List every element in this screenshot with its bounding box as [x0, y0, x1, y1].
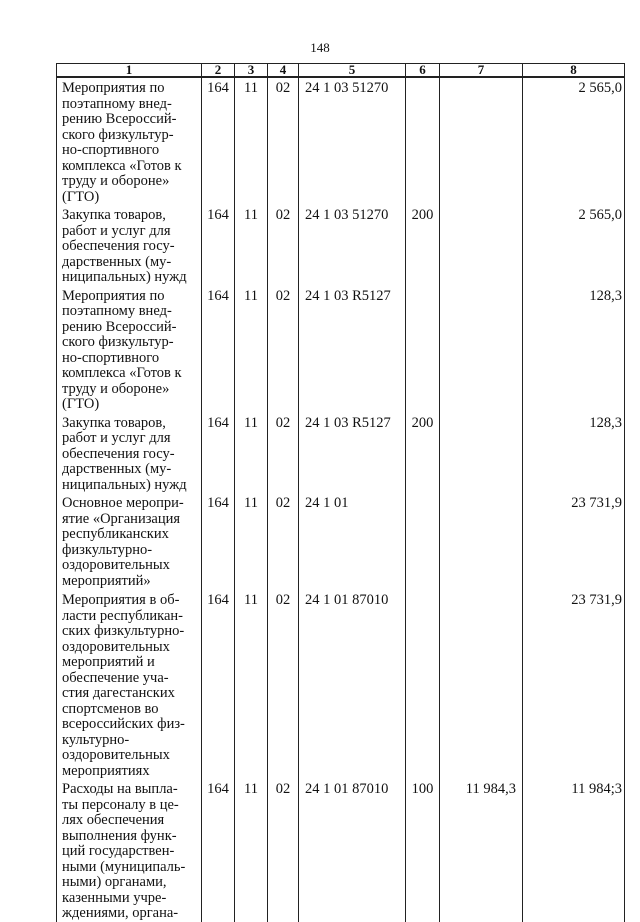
- target-article-code: 24 1 01 87010: [299, 779, 406, 922]
- description-line: мероприятиях: [62, 762, 150, 779]
- row-description: [57, 590, 202, 779]
- ministry-code: 164: [202, 493, 235, 590]
- amount-col8: 2 565,0: [523, 77, 625, 205]
- row-description: [57, 205, 202, 286]
- description-line: оздоровительных: [62, 747, 170, 763]
- section-code: 11: [235, 77, 268, 205]
- col-header-3: 3: [235, 64, 268, 78]
- description-line: оздоровительных: [62, 557, 170, 573]
- description-line: стия дагестанских: [62, 685, 175, 701]
- description-line: мероприятий и: [62, 654, 155, 670]
- description-line: Мероприятия в об-: [62, 592, 180, 608]
- description-line: Закупка товаров,: [62, 414, 166, 431]
- expense-type-code: 100: [406, 779, 440, 922]
- row-description: [57, 286, 202, 413]
- description-line: физкультурно-: [62, 541, 153, 558]
- description-line: Основное меропри-: [62, 495, 184, 511]
- subsection-code: 02: [268, 493, 299, 590]
- description-line: спортсменов во: [62, 700, 159, 717]
- section-code: 11: [235, 493, 268, 590]
- description-line: Закупка товаров,: [62, 207, 166, 223]
- amount-col7: [440, 205, 523, 286]
- expense-type-code: [406, 590, 440, 779]
- description-line: выполнения функ-: [62, 827, 177, 844]
- table-row: [57, 205, 625, 286]
- amount-col7: [440, 590, 523, 779]
- ministry-code: 164: [202, 779, 235, 922]
- subsection-code: 02: [268, 779, 299, 922]
- description-line: дарственных (му-: [62, 461, 172, 477]
- target-article-code: 24 1 01 87010: [299, 590, 406, 779]
- subsection-code: 02: [268, 590, 299, 779]
- page-number: 148: [310, 40, 330, 55]
- description-line: труду и обороне»: [62, 380, 170, 397]
- description-line: Мероприятия по: [62, 287, 165, 304]
- col-header-4: 4: [268, 64, 299, 78]
- description-line: ными) органами,: [62, 874, 167, 890]
- description-line: труду и обороне»: [62, 173, 170, 189]
- amount-col8: 23 731,9: [523, 493, 625, 590]
- amount-col7: 11 984,3: [440, 779, 523, 922]
- budget-table: [56, 63, 625, 922]
- description-line: работ и услуг для: [62, 222, 171, 239]
- description-line: но-спортивного: [62, 349, 160, 366]
- table-row: [57, 77, 625, 205]
- description-line: поэтапному внед-: [62, 303, 172, 319]
- target-article-code: 24 1 03 R5127: [299, 286, 406, 413]
- description-line: комплекса «Готов к: [62, 157, 182, 174]
- target-article-code: 24 1 03 51270: [299, 205, 406, 286]
- expense-type-code: [406, 493, 440, 590]
- table-row: [57, 286, 625, 413]
- expense-type-code: 200: [406, 413, 440, 494]
- amount-col7: [440, 286, 523, 413]
- col-header-7: 7: [440, 64, 523, 78]
- row-description: [57, 493, 202, 590]
- col-header-5: 5: [299, 64, 406, 78]
- description-line: работ и услуг для: [62, 430, 171, 446]
- amount-col8: 128,3: [523, 413, 625, 494]
- subsection-code: 02: [268, 413, 299, 494]
- description-line: рению Всероссий-: [62, 111, 177, 127]
- section-code: 11: [235, 413, 268, 494]
- description-line: ниципальных) нужд: [62, 269, 187, 285]
- amount-col8: 128,3: [523, 286, 625, 413]
- section-code: 11: [235, 286, 268, 413]
- description-line: ского физкультур-: [62, 126, 174, 143]
- subsection-code: 02: [268, 286, 299, 413]
- target-article-code: 24 1 03 51270: [299, 77, 406, 205]
- row-description: [57, 779, 202, 922]
- description-line: (ГТО): [62, 396, 100, 412]
- description-line: ждениями, органа-: [62, 905, 179, 921]
- expense-type-code: 200: [406, 205, 440, 286]
- description-line: рению Всероссий-: [62, 318, 177, 335]
- description-line: дарственных (му-: [62, 253, 172, 270]
- target-article-code: 24 1 01: [299, 493, 406, 590]
- amount-col7: [440, 493, 523, 590]
- amount-col8: 2 565,0: [523, 205, 625, 286]
- amount-col7: [440, 77, 523, 205]
- amount-col8: 23 731,9: [523, 590, 625, 779]
- description-line: всероссийских физ-: [62, 716, 185, 732]
- section-code: 11: [235, 590, 268, 779]
- description-line: ласти республикан-: [62, 607, 183, 624]
- description-line: поэтапному внед-: [62, 95, 172, 112]
- description-line: ций государствен-: [62, 843, 175, 859]
- row-description: [57, 77, 202, 205]
- description-line: культурно-: [62, 731, 130, 748]
- description-line: но-спортивного: [62, 142, 160, 158]
- col-header-2: 2: [202, 64, 235, 78]
- description-line: республиканских: [62, 526, 169, 542]
- ministry-code: 164: [202, 205, 235, 286]
- section-code: 11: [235, 205, 268, 286]
- amount-col8: 11 984;3: [523, 779, 625, 922]
- description-line: обеспечения госу-: [62, 238, 175, 254]
- description-line: обеспечение уча-: [62, 669, 169, 686]
- description-line: Расходы на выпла-: [62, 781, 178, 797]
- description-line: обеспечения госу-: [62, 445, 175, 462]
- col-header-8: 8: [523, 64, 625, 78]
- description-line: оздоровительных: [62, 638, 170, 655]
- ministry-code: 164: [202, 286, 235, 413]
- col-header-6: 6: [406, 64, 440, 78]
- ministry-code: 164: [202, 413, 235, 494]
- description-line: ятие «Организация: [62, 510, 181, 527]
- description-line: ского физкультур-: [62, 334, 174, 350]
- description-line: ских физкультурно-: [62, 623, 185, 639]
- ministry-code: 164: [202, 590, 235, 779]
- header-row: [57, 64, 625, 78]
- description-line: казенными учре-: [62, 889, 167, 906]
- description-line: комплекса «Готов к: [62, 365, 182, 381]
- table-row: [57, 413, 625, 494]
- amount-col7: [440, 413, 523, 494]
- ministry-code: 164: [202, 77, 235, 205]
- description-line: ниципальных) нужд: [62, 476, 187, 493]
- table-row: [57, 779, 625, 922]
- expense-type-code: [406, 286, 440, 413]
- description-line: ты персоналу в це-: [62, 796, 179, 813]
- description-line: Мероприятия по: [62, 80, 165, 96]
- table-row: [57, 590, 625, 779]
- expense-type-code: [406, 77, 440, 205]
- table-row: [57, 493, 625, 590]
- description-line: ными (муниципаль-: [62, 858, 186, 875]
- target-article-code: 24 1 03 R5127: [299, 413, 406, 494]
- section-code: 11: [235, 779, 268, 922]
- subsection-code: 02: [268, 205, 299, 286]
- description-line: (ГТО): [62, 188, 100, 205]
- description-line: лях обеспечения: [62, 812, 165, 828]
- row-description: [57, 413, 202, 494]
- col-header-1: 1: [57, 64, 202, 78]
- subsection-code: 02: [268, 77, 299, 205]
- description-line: мероприятий»: [62, 572, 151, 589]
